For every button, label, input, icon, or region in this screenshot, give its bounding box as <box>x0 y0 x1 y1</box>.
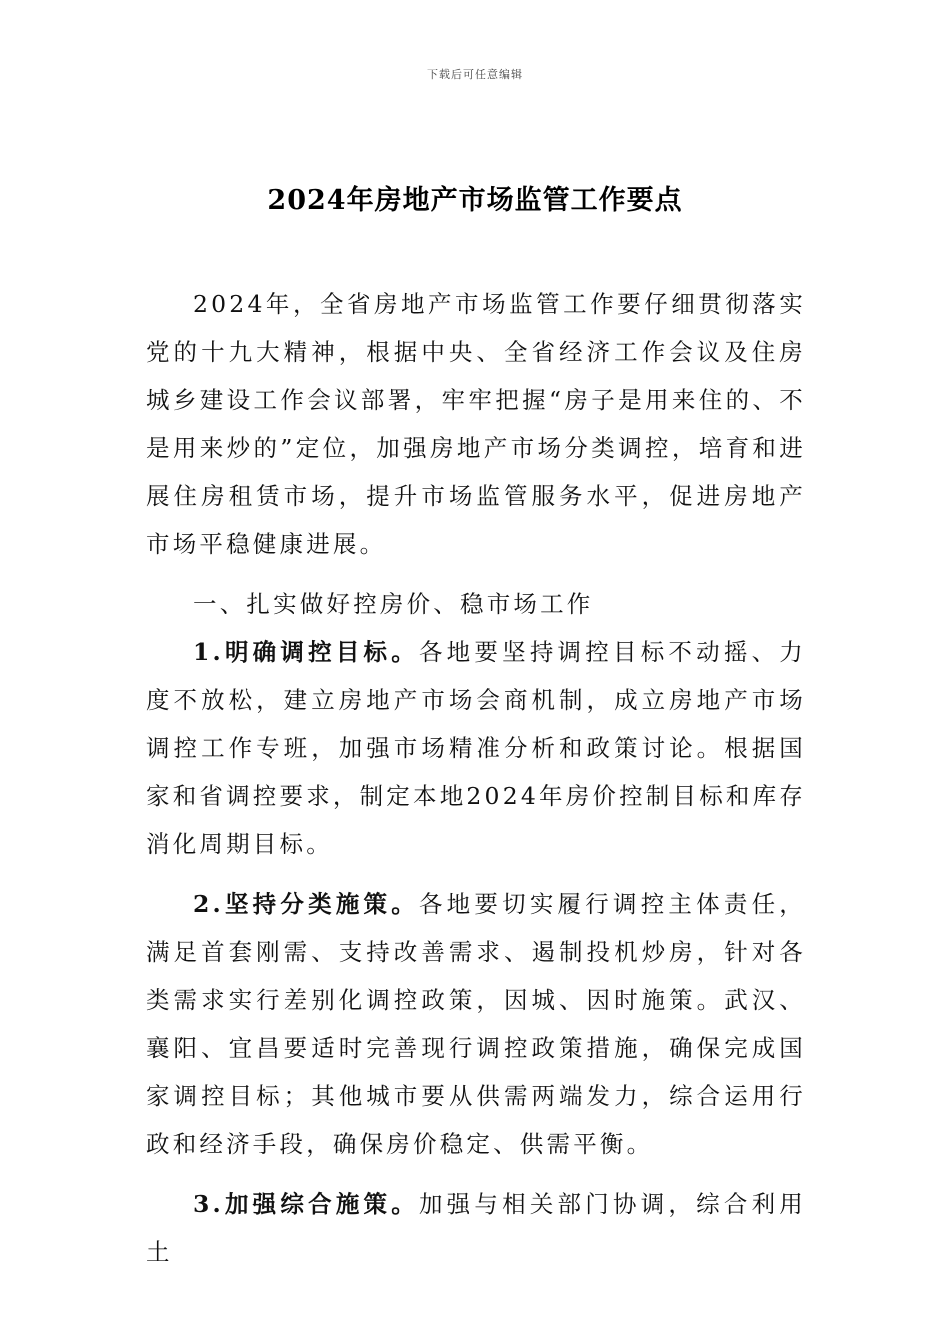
section-heading-1: 一、扎实做好控房价、稳市场工作 <box>193 590 594 618</box>
page-header-note: 下载后可任意编辑 <box>427 68 523 81</box>
item-1-heading: 1.明确调控目标。 <box>193 638 419 666</box>
item-3-body: 加强与相关部门协调，综合利用土 <box>146 1190 806 1266</box>
item-1-paragraph <box>146 628 806 868</box>
intro-paragraph: 2024年，全省房地产市场监管工作要仔细贯彻落实党的十九大精神，根据中央、全省经济工作会议及住房城乡建设工作会议部署，牢牢把握“房子是用来住的、不是用来炒的”定位，加强房地产市场分类调控，培育和进展住房租赁市场，提升市场监管服务水平，促进房地产市场平稳健康进展。 <box>146 290 806 558</box>
item-3-paragraph <box>146 1180 806 1276</box>
item-2-heading: 2.坚持分类施策。 <box>193 890 419 918</box>
item-2-paragraph <box>146 880 806 1168</box>
item-1-body: 各地要坚持调控目标不动摇、力度不放松，建立房地产市场会商机制，成立房地产市场调控工作专班，加强市场精准分析和政策讨论。根据国家和省调控要求，制定本地2024年房价控制目标和库存消化周期目标。 <box>146 638 807 858</box>
document-body <box>146 280 806 1276</box>
item-3-heading: 3.加强综合施策。 <box>193 1190 419 1218</box>
document-title: 2024年房地产市场监管工作要点 <box>267 185 683 216</box>
item-2-body: 各地要切实履行调控主体责任，满足首套刚需、支持改善需求、遏制投机炒房，针对各类需求实行差别化调控政策，因城、因时施策。武汉、襄阳、宜昌要适时完善现行调控政策措施，确保完成国家调控目标；其他城市要从供需两端发力，综合运用行政和经济手段，确保房价稳定、供需平衡。 <box>146 890 806 1158</box>
